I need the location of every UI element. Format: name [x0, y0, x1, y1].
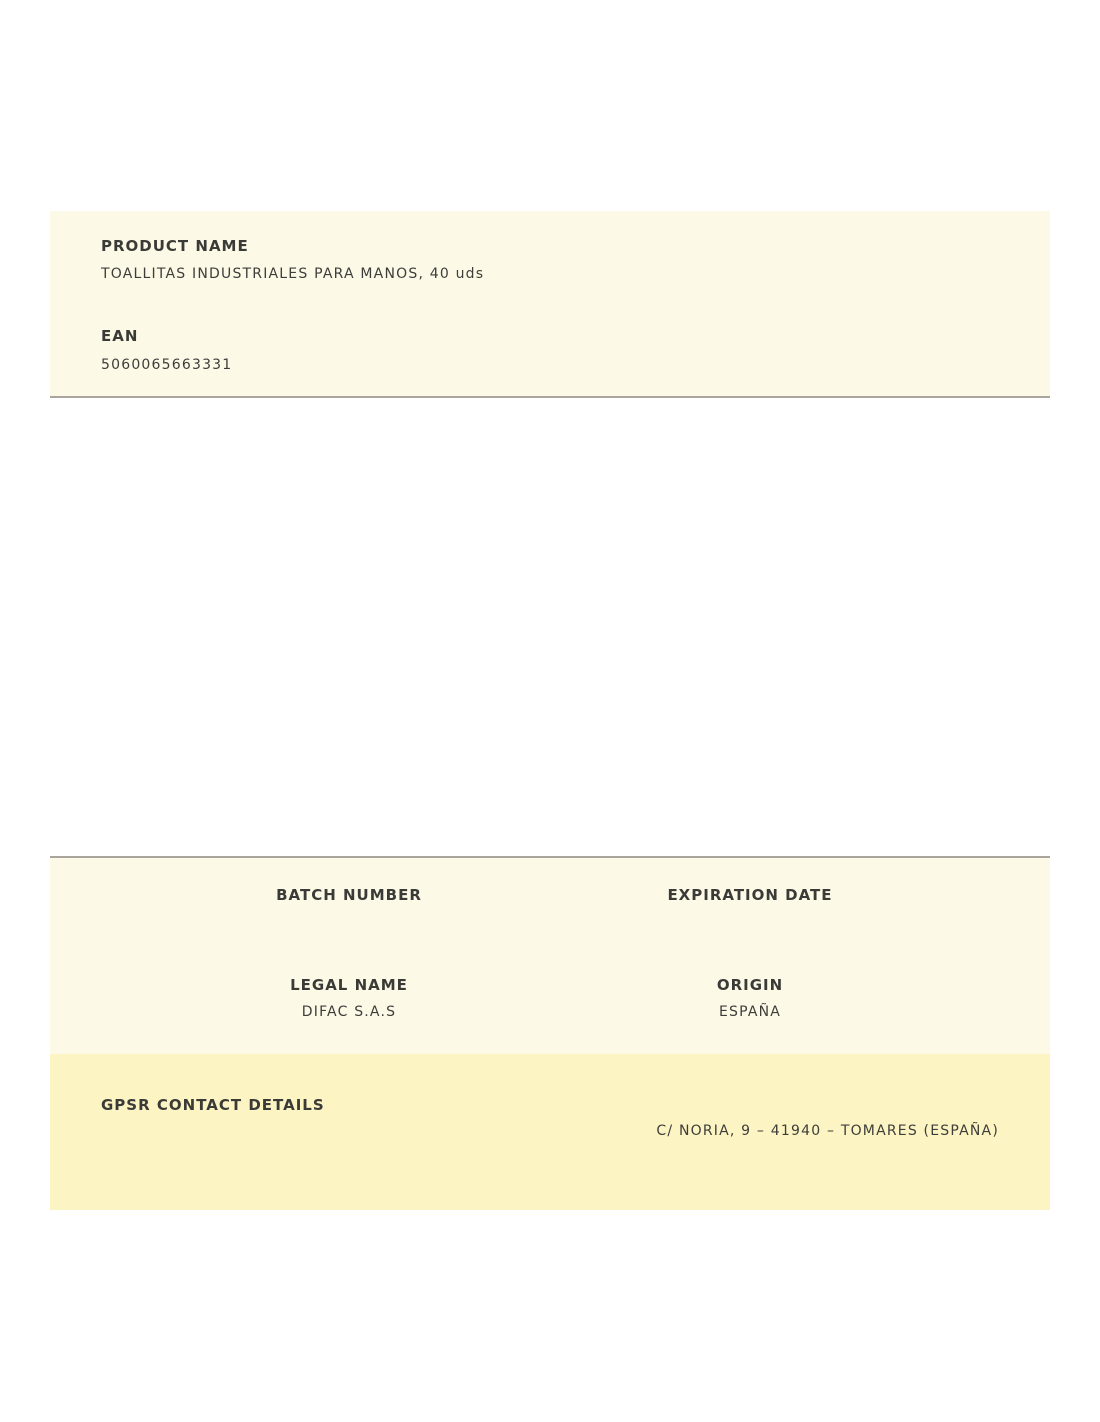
product-details-panel	[50, 856, 1050, 1056]
legal-name-value: DIFAC S.A.S	[301, 1004, 397, 1020]
expiration-date-field	[550, 886, 950, 904]
expiration-date-label: EXPIRATION DATE	[667, 886, 833, 904]
product-info-panel	[50, 211, 1050, 398]
product-name-value: TOALLITAS INDUSTRIALES PARA MANOS, 40 uds	[101, 266, 485, 282]
gpsr-contact-label: GPSR CONTACT DETAILS	[101, 1096, 325, 1114]
origin-value: ESPAÑA	[718, 1004, 782, 1020]
legal-name-label: LEGAL NAME	[290, 976, 408, 994]
ean-value: 5060065663331	[101, 357, 233, 373]
batch-number-field	[149, 886, 549, 904]
product-name-label: PRODUCT NAME	[101, 237, 249, 255]
origin-field	[550, 976, 950, 1020]
ean-label: EAN	[101, 327, 139, 345]
batch-number-label: BATCH NUMBER	[276, 886, 422, 904]
origin-label: ORIGIN	[716, 976, 784, 994]
gpsr-address: C/ NORIA, 9 – 41940 – TOMARES (ESPAÑA)	[656, 1123, 999, 1139]
gpsr-contact-panel	[50, 1054, 1050, 1210]
legal-name-field	[149, 976, 549, 1020]
